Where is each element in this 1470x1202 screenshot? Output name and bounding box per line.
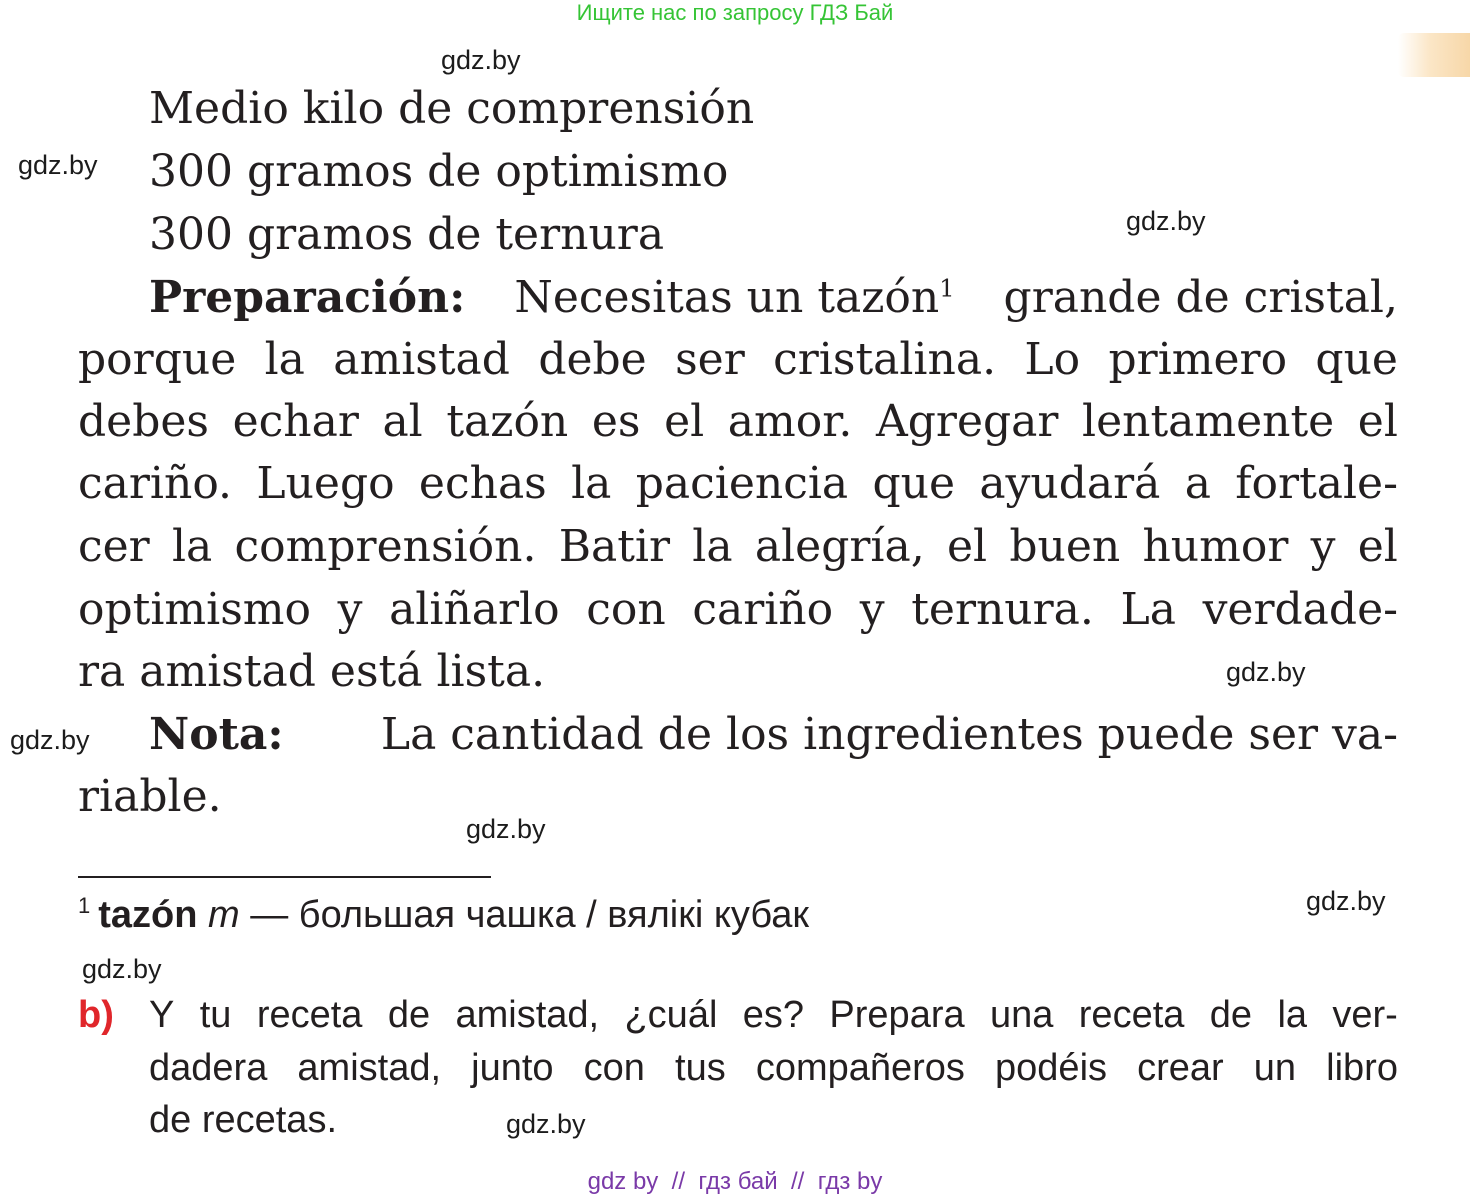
word: la [171, 521, 213, 572]
footnote-term: tazón [98, 894, 198, 936]
watermark: gdz.by [1306, 886, 1386, 916]
task-letter: b) [78, 994, 114, 1036]
word: de [387, 994, 431, 1036]
task-line: de recetas. [149, 1099, 337, 1141]
word: cariño. [78, 458, 233, 509]
word: dadera [149, 1047, 268, 1089]
word: amistad [333, 334, 510, 385]
footnote [78, 893, 809, 937]
word: buen [1009, 521, 1121, 572]
word: Lo [1024, 334, 1081, 385]
word: de [1209, 994, 1253, 1036]
watermark: gdz.by [18, 150, 98, 180]
word: y [1310, 521, 1336, 572]
word: que [1315, 334, 1398, 385]
watermark: gdz.by [506, 1109, 586, 1139]
preparation-first-line [149, 272, 1398, 323]
note-line: riable. [78, 771, 222, 822]
ingredient-line: Medio kilo de comprensión [149, 83, 755, 134]
watermark: gdz.by [82, 954, 162, 984]
word: con [586, 584, 666, 635]
word: debes [78, 396, 209, 447]
bottom-links [0, 1168, 1470, 1196]
word: que [872, 458, 955, 509]
word: humor [1142, 521, 1289, 572]
word: optimismo [78, 584, 311, 635]
word: alegría, [754, 521, 925, 572]
ingredient-line: 300 gramos de optimismo [149, 146, 729, 197]
word: libro [1326, 1047, 1398, 1089]
word: fortale- [1235, 458, 1398, 509]
footnote-divider [78, 876, 491, 878]
paragraph-line [78, 334, 1398, 385]
word: cariño [692, 584, 834, 635]
word: aliñarlo [389, 584, 560, 635]
preparation-label: Preparación: [149, 272, 466, 323]
word: compañeros [755, 1047, 965, 1089]
word: Agregar [875, 396, 1059, 447]
note-first-line [149, 709, 1398, 760]
word: con [583, 1047, 645, 1089]
link-separator: // [791, 1168, 805, 1195]
word: cer [78, 521, 150, 572]
watermark: gdz.by [10, 725, 90, 755]
paragraph-line [78, 584, 1398, 635]
word: y [859, 584, 885, 635]
task-line [149, 996, 1398, 1034]
watermark: gdz.by [1126, 206, 1206, 236]
word: comprensión. [234, 521, 537, 572]
word: Prepara [829, 994, 965, 1036]
word: crear [1137, 1047, 1224, 1089]
note-label: Nota: [149, 709, 284, 760]
paragraph-line [78, 396, 1398, 447]
word: amor. [727, 396, 853, 447]
word: la [571, 458, 612, 509]
preparation-text: grande de cristal, [1003, 272, 1398, 323]
footnote-number: 1 [78, 893, 91, 918]
word: ayudará [979, 458, 1161, 509]
link-separator: // [671, 1168, 685, 1195]
word: verdade- [1202, 584, 1398, 635]
word: amistad, [297, 1047, 442, 1089]
paragraph-line: ra amistad está lista. [78, 646, 546, 697]
corner-tab [1398, 33, 1470, 77]
word: tazón [446, 396, 569, 447]
word: el [1357, 521, 1398, 572]
word: al [382, 396, 423, 447]
word: lentamente [1082, 396, 1335, 447]
word: La [1120, 584, 1176, 635]
link-gdz-by-cyr[interactable]: гдз by [817, 1168, 883, 1195]
word: ser [675, 334, 745, 385]
watermark: gdz.by [441, 45, 521, 75]
word: el [946, 521, 988, 572]
word: Batir [558, 521, 671, 572]
footnote-translation: — большая чашка / вялікі кубак [250, 894, 809, 936]
word: primero [1108, 334, 1288, 385]
word: Y [149, 994, 175, 1036]
word: es? [742, 994, 805, 1036]
word: tus [675, 1047, 726, 1089]
word: podéis [995, 1047, 1108, 1089]
watermark: gdz.by [1226, 657, 1306, 687]
word: la [264, 334, 305, 385]
word: tu [199, 994, 232, 1036]
footnote-marker: 1 [939, 274, 955, 303]
word: echar [232, 396, 359, 447]
word: el [664, 396, 705, 447]
word: la [1277, 994, 1308, 1036]
word: la [692, 521, 733, 572]
word: ver- [1332, 994, 1398, 1036]
word: debe [538, 334, 647, 385]
word: una [990, 994, 1054, 1036]
word: un [1253, 1047, 1297, 1089]
word: paciencia [635, 458, 849, 509]
watermark: gdz.by [466, 814, 546, 844]
word: porque [78, 334, 237, 385]
word: cristalina. [773, 334, 997, 385]
link-gdz-bai[interactable]: гдз бай [698, 1168, 778, 1195]
search-banner[interactable]: Ищите нас по запросу ГДЗ Бай [576, 0, 894, 25]
ingredient-line: 300 gramos de ternura [149, 209, 665, 260]
note-text: La cantidad de los ingredientes puede ser va- [380, 709, 1398, 760]
task-line [149, 1049, 1398, 1087]
word: y [337, 584, 363, 635]
word: junto [471, 1047, 554, 1089]
word: receta [256, 994, 363, 1036]
word: es [591, 396, 641, 447]
paragraph-line [78, 521, 1398, 572]
word: a [1184, 458, 1211, 509]
word: el [1357, 396, 1398, 447]
link-gdz-by[interactable]: gdz by [587, 1168, 659, 1195]
preparation-text: Necesitas un tazón$^1$ [514, 272, 955, 323]
word: receta [1078, 994, 1185, 1036]
word: amistad, [455, 994, 600, 1036]
paragraph-line [78, 458, 1398, 509]
footnote-gender: m [208, 894, 240, 936]
word: echas [418, 458, 547, 509]
word: ¿cuál [624, 994, 718, 1036]
word: Luego [256, 458, 395, 509]
word: ternura. [911, 584, 1094, 635]
